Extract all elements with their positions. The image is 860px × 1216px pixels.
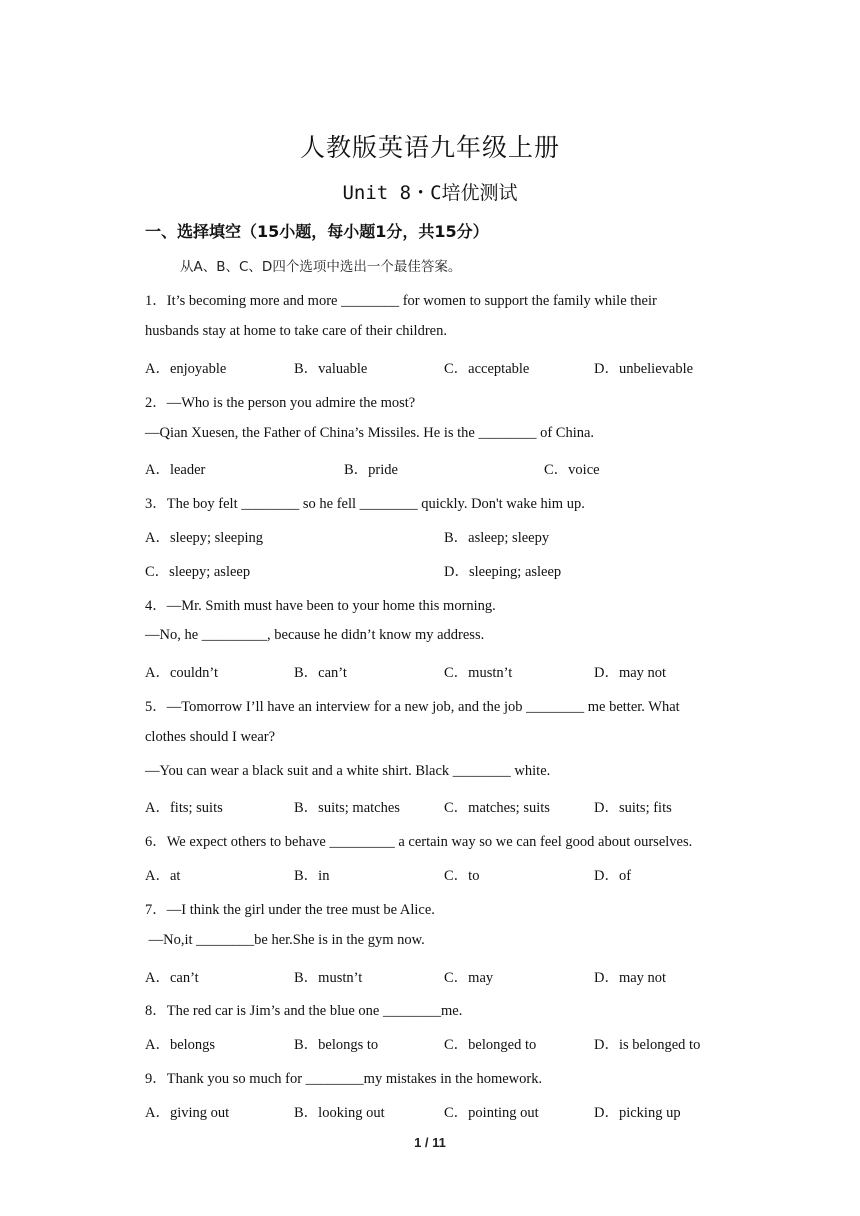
question-7-line-2: —No,it ________be her.She is in the gym now. [145, 932, 425, 948]
question-8-line-1: 8．The red car is Jim’s and the blue one ________me. [145, 1003, 463, 1019]
question-6-line-1: 6．We expect others to behave _________ a certain way so we can feel good about ourselves. [145, 834, 693, 850]
question-6-option-c: C．to [444, 868, 480, 884]
question-3-option-a: A．sleepy; sleeping [145, 530, 263, 546]
page-number: 1 / 11 [414, 1135, 446, 1150]
page-title: 人教版英语九年级上册 [299, 133, 560, 162]
question-5-option-d: D．suits; fits [594, 800, 672, 816]
question-5-line-3: —You can wear a black suit and a white shirt. Black ________ white. [145, 763, 551, 779]
question-5-line-2: clothes should I wear? [145, 729, 276, 745]
question-5-option-c: C．matches; suits [444, 800, 550, 816]
section-heading: 一、选择填空（15小题，每小题1分，共15分） [145, 222, 489, 241]
question-8-option-c: C．belonged to [444, 1037, 537, 1053]
question-3-option-c: C．sleepy; asleep [145, 564, 251, 580]
question-7-option-d: D．may not [594, 970, 667, 986]
question-2-option-b: B．pride [344, 462, 398, 478]
question-6-option-a: A．at [145, 868, 181, 884]
question-3-option-b: B．asleep; sleepy [444, 530, 550, 546]
question-4-line-2: —No, he _________, because he didn’t know my address. [145, 627, 485, 643]
question-4-option-a: A．couldn’t [145, 665, 219, 681]
question-9-option-c: C．pointing out [444, 1105, 539, 1121]
question-7-option-c: C．may [444, 970, 494, 986]
question-8-option-b: B．belongs to [294, 1037, 379, 1053]
question-6-option-d: D．of [594, 868, 632, 884]
question-8-option-a: A．belongs [145, 1037, 216, 1053]
question-9-option-b: B．looking out [294, 1105, 385, 1121]
question-1-line-2: husbands stay at home to take care of their children. [145, 323, 447, 339]
question-8-option-d: D．is belonged to [594, 1037, 701, 1053]
question-5-option-a: A．fits; suits [145, 800, 223, 816]
question-1-option-d: D．unbelievable [594, 361, 694, 377]
page-subtitle: Unit 8・C培优测试 [342, 182, 518, 204]
question-7-line-1: 7．—I think the girl under the tree must be Alice. [145, 902, 435, 918]
question-1-option-a: A．enjoyable [145, 361, 227, 377]
question-2-option-c: C．voice [544, 462, 600, 478]
question-2-option-a: A．leader [145, 462, 206, 478]
question-2-line-2: —Qian Xuesen, the Father of China’s Missiles. He is the ________ of China. [145, 425, 595, 441]
question-4-option-d: D．may not [594, 665, 667, 681]
question-1-option-c: C．acceptable [444, 361, 530, 377]
section-instruction: 从A、B、C、D四个选项中选出一个最佳答案。 [180, 259, 462, 275]
question-5-line-1: 5．—Tomorrow I’ll have an interview for a new job, and the job ________ me better. What [145, 699, 680, 715]
question-9-option-a: A．giving out [145, 1105, 230, 1121]
question-6-option-b: B．in [294, 868, 330, 884]
question-4-option-c: C．mustn’t [444, 665, 513, 681]
question-3-option-d: D．sleeping; asleep [444, 564, 562, 580]
question-9-option-d: D．picking up [594, 1105, 681, 1121]
question-5-option-b: B．suits; matches [294, 800, 400, 816]
question-2-line-1: 2．—Who is the person you admire the most? [145, 395, 416, 411]
question-7-option-b: B．mustn’t [294, 970, 363, 986]
question-3-line-1: 3．The boy felt ________ so he fell ________ quickly. Don't wake him up. [145, 496, 585, 512]
question-1-line-1: 1．It’s becoming more and more ________ for women to support the family while their [145, 293, 657, 309]
question-9-line-1: 9．Thank you so much for ________my mistakes in the homework. [145, 1071, 543, 1087]
question-1-option-b: B．valuable [294, 361, 368, 377]
question-4-option-b: B．can’t [294, 665, 347, 681]
question-4-line-1: 4．—Mr. Smith must have been to your home this morning. [145, 598, 496, 614]
question-7-option-a: A．can’t [145, 970, 199, 986]
